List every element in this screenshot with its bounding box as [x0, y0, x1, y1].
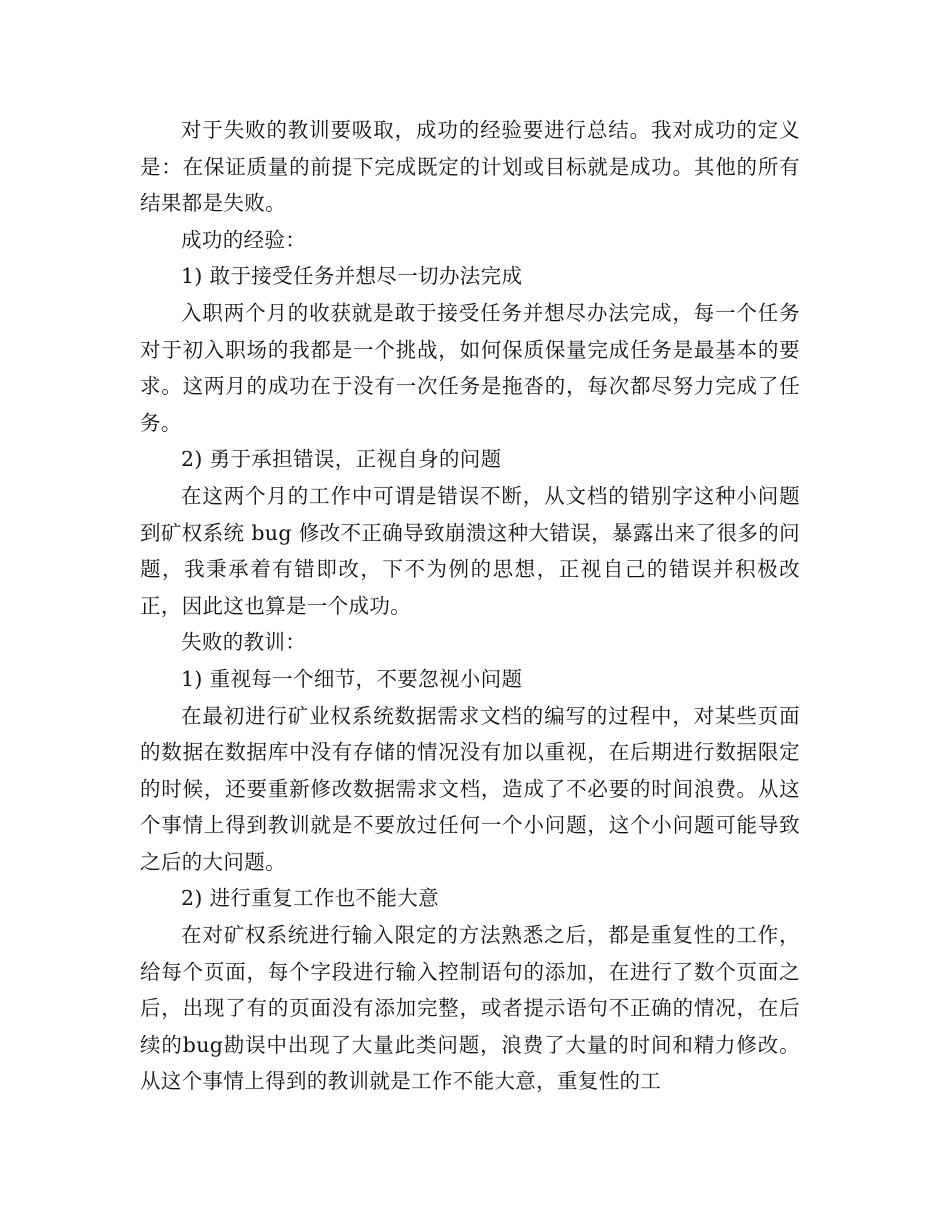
heading-success-experience: 成功的经验： [181, 227, 307, 252]
paragraph-accept-tasks: 入职两个月的收获就是敢于接受任务并想尽办法完成，每一个任务对于初入职场的我都是一个挑战，如何保质保量完成任务是最基本的要求。这两月的成功在于没有一次任务是拖沓的，每次都尽努力完成了任务。 [140, 300, 800, 435]
heading-failure-lessons: 失败的教训： [181, 630, 307, 655]
document-page [140, 112, 800, 1100]
subheading-value-details: 1) 重视每一个细节，不要忽视小问题 [181, 666, 523, 691]
subheading-own-mistakes: 2) 勇于承担错误，正视自身的问题 [181, 447, 502, 472]
paragraph-value-details: 在最初进行矿业权系统数据需求文档的编写的过程中，对某些页面的数据在数据库中没有存储的情况没有加以重视，在后期进行数据限定的时候，还要重新修改数据需求文档，造成了不必要的时间浪费。从这个事情上得到教训就是不要放过任何一个小问题，这个小问题可能导致之后的大问题。 [140, 703, 800, 874]
subheading-accept-tasks: 1) 敢于接受任务并想尽一切办法完成 [181, 264, 523, 289]
paragraph-repetitive-work: 在对矿权系统进行输入限定的方法熟悉之后，都是重复性的工作，给每个页面，每个字段进行输入控制语句的添加，在进行了数个页面之后，出现了有的页面没有添加完整，或者提示语句不正确的情况，在后续的bug勘误中出现了大量此类问题，浪费了大量的时间和精力修改。从这个事情上得到的教训就是工作不能大意，重复性的工 [140, 923, 800, 1094]
paragraph-own-mistakes: 在这两个月的工作中可谓是错误不断，从文档的错别字这种小问题到矿权系统 bug 修改不正确导致崩溃这种大错误，暴露出来了很多的问题，我秉承着有错即改，下不为例的思想，正视自己的错误并积极改正，因此这也算是一个成功。 [140, 483, 800, 618]
subheading-repetitive-work: 2) 进行重复工作也不能大意 [181, 886, 439, 911]
paragraph-definition-of-success: 对于失败的教训要吸取，成功的经验要进行总结。我对成功的定义是：在保证质量的前提下完成既定的计划或目标就是成功。其他的所有结果都是失败。 [140, 118, 800, 216]
